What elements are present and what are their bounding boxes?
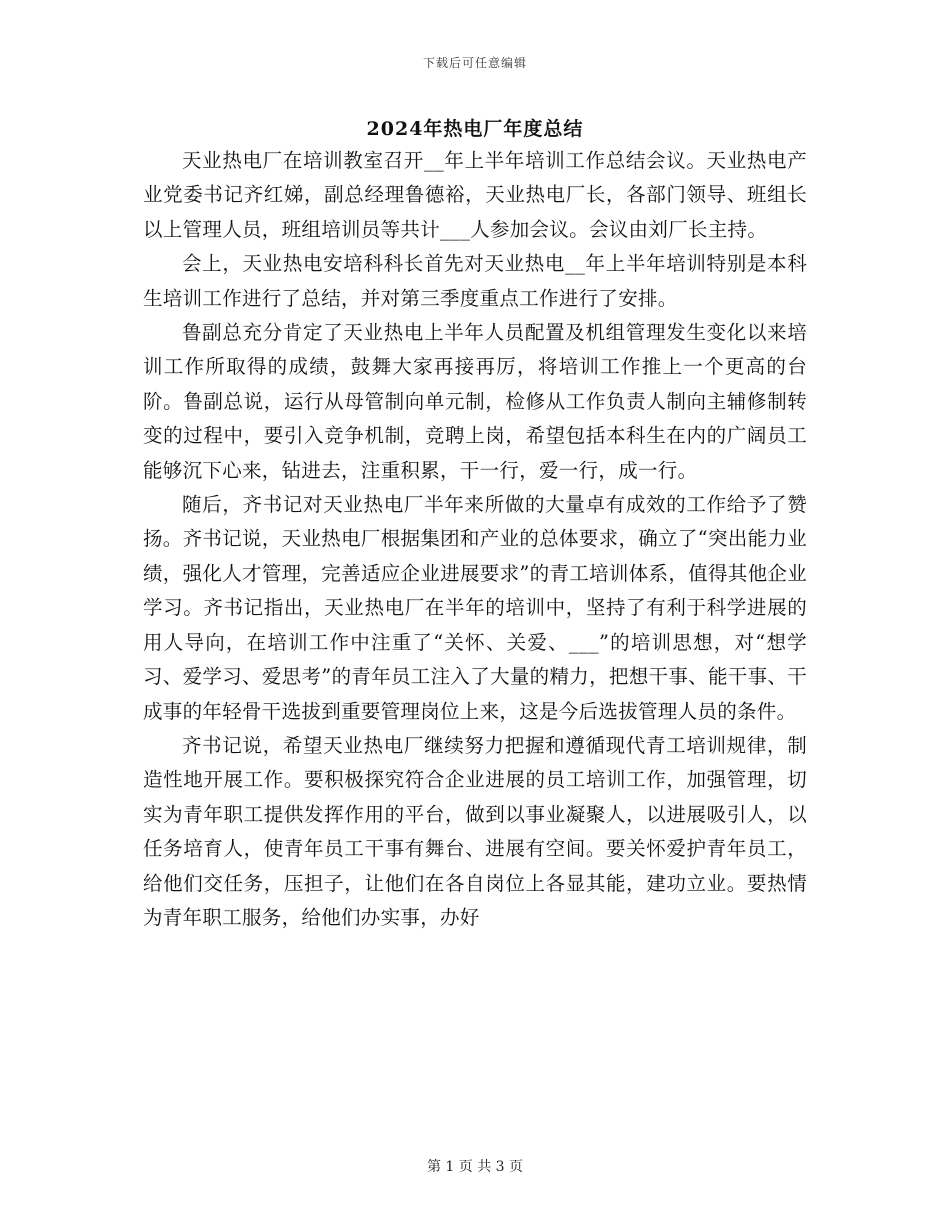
paragraph: 随后，齐书记对天业热电厂半年来所做的大量卓有成效的工作给予了赞扬。齐书记说，天业热电厂根据集团和产业的总体要求，确立了“突出能力业绩，强化人才管理，完善适应企业进展要求”的青工培训体系，值得其他企业学习。齐书记指出，天业热电厂在半年的培训中，坚持了有利于科学进展的用人导向，在培训工作中注重了“关怀、关爱、___”的培训思想，对“想学习、爱学习、爱思考”的青年员工注入了大量的精力，把想干事、能干事、干成事的年轻骨干选拔到重要管理岗位上来，这是今后选拔管理人员的条件。 [143,493,807,723]
header-note: 下载后可任意编辑 [422,56,527,70]
paragraph: 会上，天业热电安培科科长首先对天业热电__年上半年培训特别是本科生培训工作进行了总结，并对第三季度重点工作进行了安排。 [143,252,807,310]
page-number: 第 1 页 共 3 页 [426,1159,524,1175]
document-body [143,144,807,935]
paragraph: 鲁副总充分肯定了天业热电上半年人员配置及机组管理发生变化以来培训工作所取得的成绩，鼓舞大家再接再厉，将培训工作推上一个更高的台阶。鲁副总说，运行从母管制向单元制，检修从工作负责人制向主辅修制转变的过程中，要引入竞争机制，竞聘上岗，希望包括本科生在内的广阔员工能够沉下心来，钻进去，注重积累，干一行，爱一行，成一行。 [143,321,807,482]
paragraph: 齐书记说，希望天业热电厂继续努力把握和遵循现代青工培训规律，制造性地开展工作。要积极探究符合企业进展的员工培训工作，加强管理，切实为青年职工提供发挥作用的平台，做到以事业凝聚人，以进展吸引人，以任务培育人，使青年员工干事有舞台、进展有空间。要关怀爱护青年员工，给他们交任务，压担子，让他们在各自岗位上各显其能，建功立业。要热情为青年职工服务，给他们办实事，办好 [143,733,807,929]
paragraph: 天业热电厂在培训教室召开__年上半年培训工作总结会议。天业热电产业党委书记齐红娣，副总经理鲁德裕，天业热电厂长，各部门领导、班组长以上管理人员，班组培训员等共计___人参加会议。会议由刘厂长主持。 [143,149,807,241]
document-title: 2024年热电厂年度总结 [366,118,584,140]
